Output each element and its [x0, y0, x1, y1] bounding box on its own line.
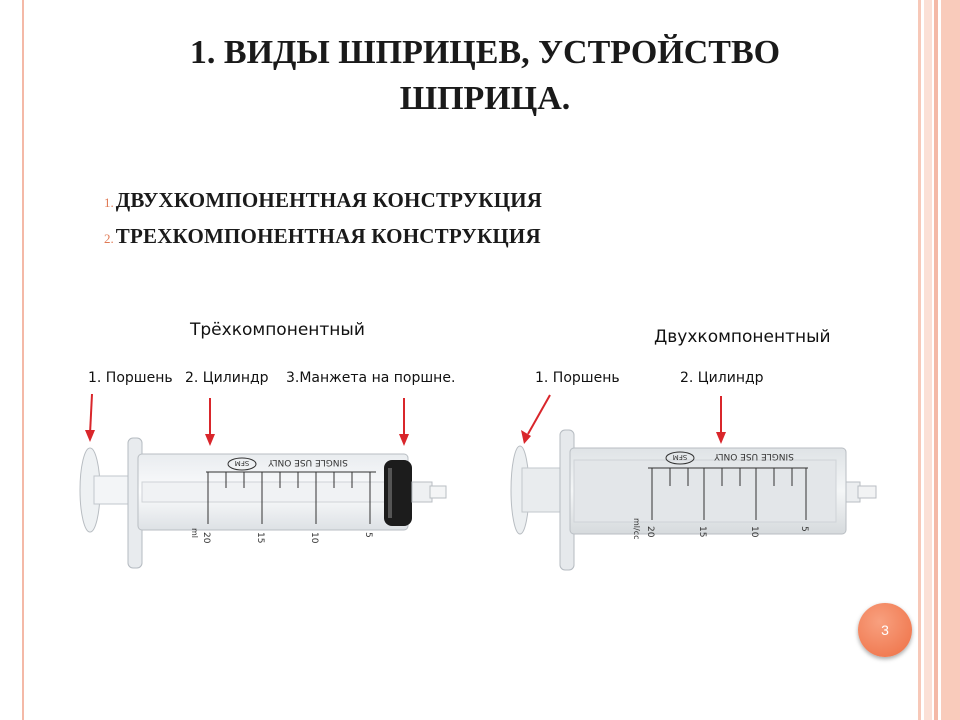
- label-plunger-seal: 3.Манжета на поршне.: [286, 370, 456, 386]
- page-number-badge: 3: [858, 603, 912, 657]
- label-plunger: 1. Поршень: [88, 370, 173, 386]
- label-plunger: 1. Поршень: [535, 370, 620, 386]
- scale-label: 5: [363, 532, 373, 538]
- label-barrel: 2. Цилиндр: [185, 370, 269, 386]
- label-barrel: 2. Цилиндр: [680, 370, 764, 386]
- figure-right-caption: Двухкомпонентный: [654, 327, 831, 347]
- barrel-text: SINGLE USE ONLY: [268, 457, 348, 467]
- bullet-list: [104, 188, 542, 260]
- slide-title: 1. ВИДЫ ШПРИЦЕВ, УСТРОЙСТВО ШПРИЦА.: [189, 34, 781, 117]
- list-number: 2.: [104, 231, 114, 246]
- scale-label: 15: [255, 532, 265, 544]
- right-stripe: [924, 0, 932, 720]
- right-stripe: [934, 0, 938, 720]
- list-text: ТРЕХКОМПОНЕНТНАЯ КОНСТРУКЦИЯ: [115, 224, 541, 248]
- logo-text: SFM: [234, 459, 250, 467]
- scale-label: 10: [749, 526, 759, 538]
- list-item: [104, 224, 542, 260]
- scale-label: 20: [645, 526, 655, 538]
- two-component-syringe: [508, 424, 884, 574]
- right-stripe: [941, 0, 960, 720]
- left-border: [22, 0, 24, 720]
- scale-label: 5: [799, 526, 809, 532]
- barrel-text: SINGLE USE ONLY: [714, 451, 794, 461]
- scale-label: 15: [697, 526, 707, 538]
- list-text: ДВУХКОМПОНЕНТНАЯ КОНСТРУКЦИЯ: [115, 188, 543, 212]
- three-component-syringe: [76, 428, 456, 578]
- right-stripe: [918, 0, 921, 720]
- scale-label: 10: [309, 532, 319, 544]
- list-number: 1.: [104, 195, 114, 210]
- unit-label: ml/cc: [632, 518, 641, 540]
- list-item: [104, 188, 542, 224]
- logo-text: SFM: [672, 453, 688, 461]
- scale-label: 20: [201, 532, 211, 544]
- figure-left-caption: Трёхкомпонентный: [190, 320, 365, 340]
- unit-label: ml: [190, 528, 199, 539]
